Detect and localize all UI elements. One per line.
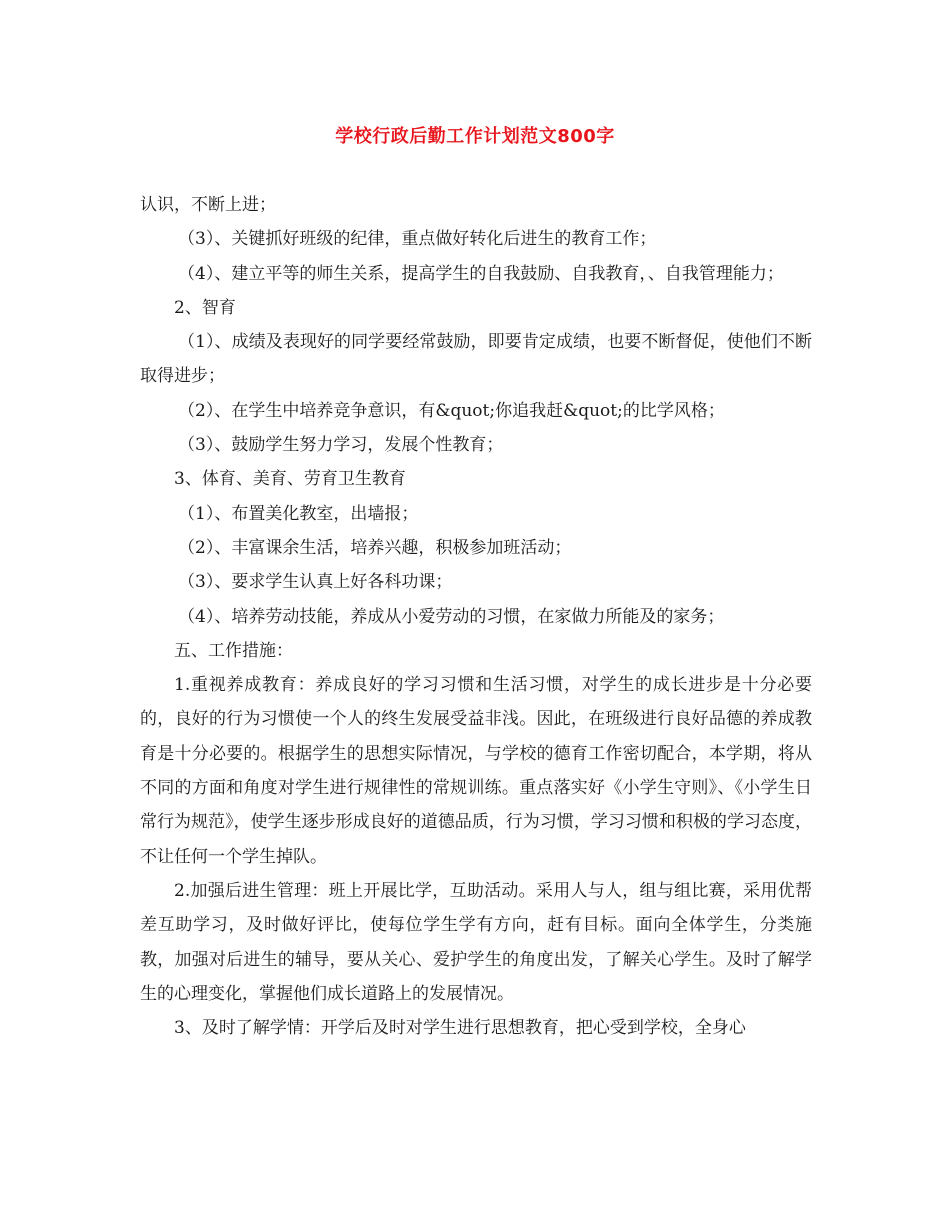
paragraph: （3）、要求学生认真上好各科功课； [178, 572, 453, 593]
paragraph: 3、及时了解学情：开学后及时对学生进行思想教育，把心受到学校，全身心 [174, 1018, 746, 1039]
section-heading: 3、体育、美育、劳育卫生教育 [174, 469, 406, 490]
section-heading: 2、智育 [174, 297, 236, 318]
paragraph: （2）、丰富课余生活，培养兴趣，积极参加班活动； [178, 537, 572, 558]
paragraph: （3）、鼓励学生努力学习，发展个性教育； [178, 435, 504, 456]
paragraph: （3）、关键抓好班级的纪律，重点做好转化后进生的教育工作； [178, 229, 657, 250]
paragraph: （4）、建立平等的师生关系，提高学生的自我鼓励、自我教育，、自我管理能力； [178, 263, 784, 284]
paragraph: （1）、布置美化教室，出墙报； [178, 503, 419, 524]
paragraph: （2）、在学生中培养竞争意识，有&quot;你追我赶&quot;的比学风格； [178, 400, 725, 421]
section-heading: 五、工作措施： [174, 640, 293, 661]
document-body [140, 188, 812, 1045]
paragraph: （4）、培养劳动技能，养成从小爱劳动的习惯，在家做力所能及的家务； [178, 606, 725, 627]
document-title: 学校行政后勤工作计划范文800字 [335, 126, 615, 147]
paragraph: 1.重视养成教育：养成良好的学习习惯和生活习惯，对学生的成长进步是十分必要的，良好的行为习惯使一个人的终生发展受益非浅。因此，在班级进行良好品德的养成教育是十分必要的。根据学生的思想实际情况，与学校的德育工作密切配合，本学期，将从不同的方面和角度对学生进行规律性的常规训练。重点落实好《小学生守则》、《小学生日常行为规范》，使学生逐步形成良好的道德品质，行为习惯，学习习惯和积极的学习态度，不让任何一个学生掉队。 [140, 675, 812, 867]
paragraph: 2.加强后进生管理：班上开展比学，互助活动。采用人与人，组与组比赛，采用优帮差互助学习，及时做好评比，使每位学生学有方向，赶有目标。面向全体学生，分类施教，加强对后进生的辅导，要从关心、爱护学生的角度出发，了解关心学生。及时了解学生的心理变化，掌握他们成长道路上的发展情况。 [140, 880, 812, 1004]
paragraph: 认识，不断上进； [140, 195, 276, 215]
paragraph: （1）、成绩及表现好的同学要经常鼓励，即要肯定成绩，也要不断督促，使他们不断取得进步； [140, 332, 812, 387]
